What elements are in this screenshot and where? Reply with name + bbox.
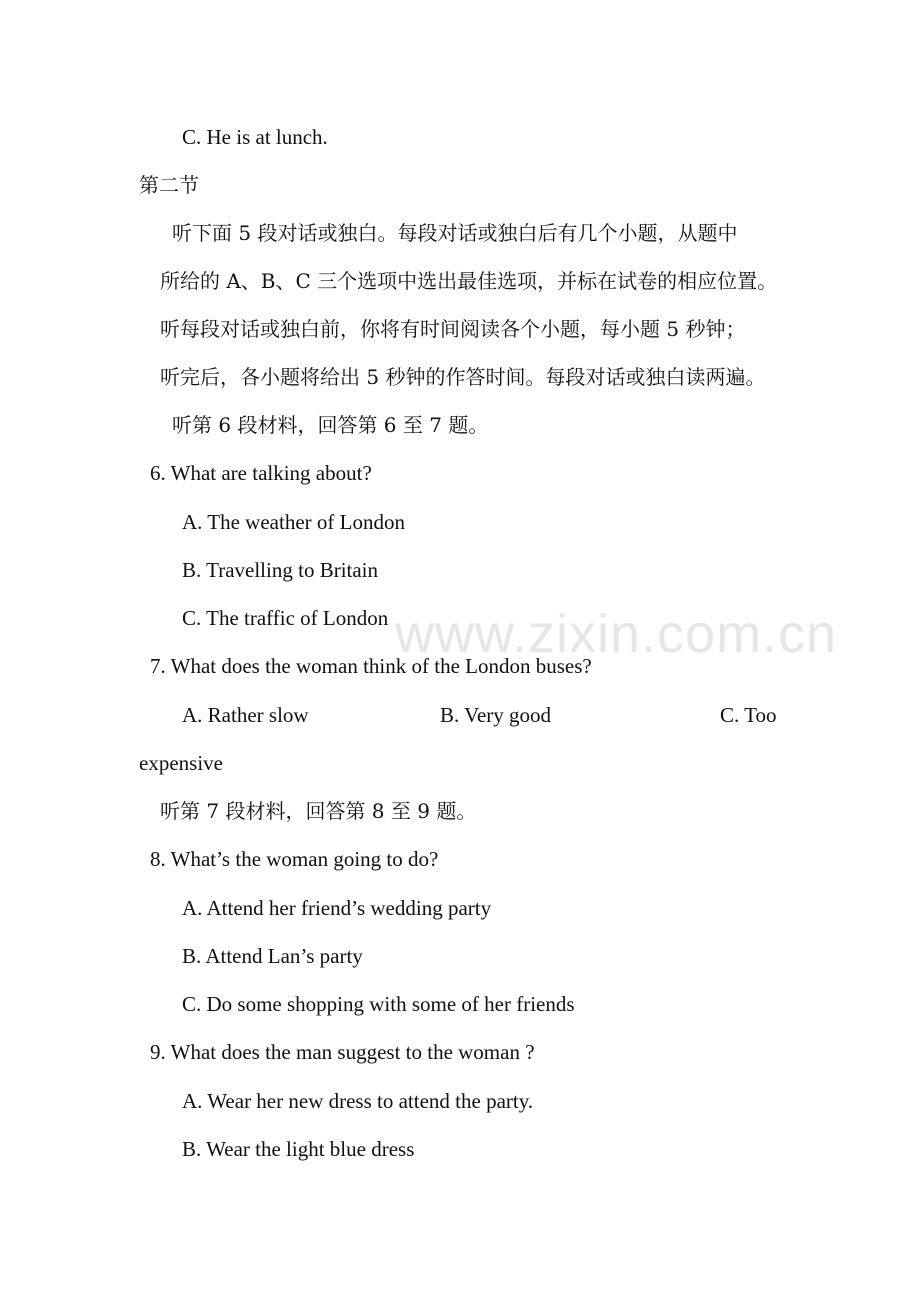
q9-option-a: A. Wear her new dress to attend the party. [182,1089,534,1113]
q7-option-c: C. Too [720,703,777,727]
q5-option-c: C. He is at lunch. [182,125,328,149]
section-title: 第二节 [139,173,199,197]
question-7: 7. What does the woman think of the London buses? [150,654,592,678]
q7-option-b: B. Very good [440,703,552,727]
material-7-heading: 听第 7 段材料，回答第 8 至 9 题。 [160,799,477,823]
q6-option-b: B. Travelling to Britain [182,558,379,582]
instruction-line-3: 听每段对话或独白前，你将有时间阅读各个小题，每小题 5 秒钟； [160,317,746,341]
q7-option-c-continued: expensive [139,751,223,775]
q8-option-a: A. Attend her friend’s wedding party [182,896,492,920]
q7-option-a: A. Rather slow [182,703,309,727]
q6-option-a: A. The weather of London [182,510,405,534]
q8-option-b: B. Attend Lan’s party [182,944,363,968]
q9-option-b: B. Wear the light blue dress [182,1137,415,1161]
question-6: 6. What are talking about? [150,461,372,485]
instruction-line-2: 所给的 A、B、C 三个选项中选出最佳选项，并标在试卷的相应位置。 [160,269,778,293]
instruction-line-1: 听下面 5 段对话或独白。每段对话或独白后有几个小题，从题中 [172,221,738,245]
instruction-line-4: 听完后，各小题将给出 5 秒钟的作答时间。每段对话或独白读两遍。 [160,365,766,389]
q8-option-c: C. Do some shopping with some of her friends [182,992,575,1016]
material-6-heading: 听第 6 段材料，回答第 6 至 7 题。 [172,413,489,437]
q6-option-c: C. The traffic of London [182,606,389,630]
question-9: 9. What does the man suggest to the woman ? [150,1040,535,1064]
question-8: 8. What’s the woman going to do? [150,847,439,871]
watermark: www.zixin.com.cn [395,604,838,664]
